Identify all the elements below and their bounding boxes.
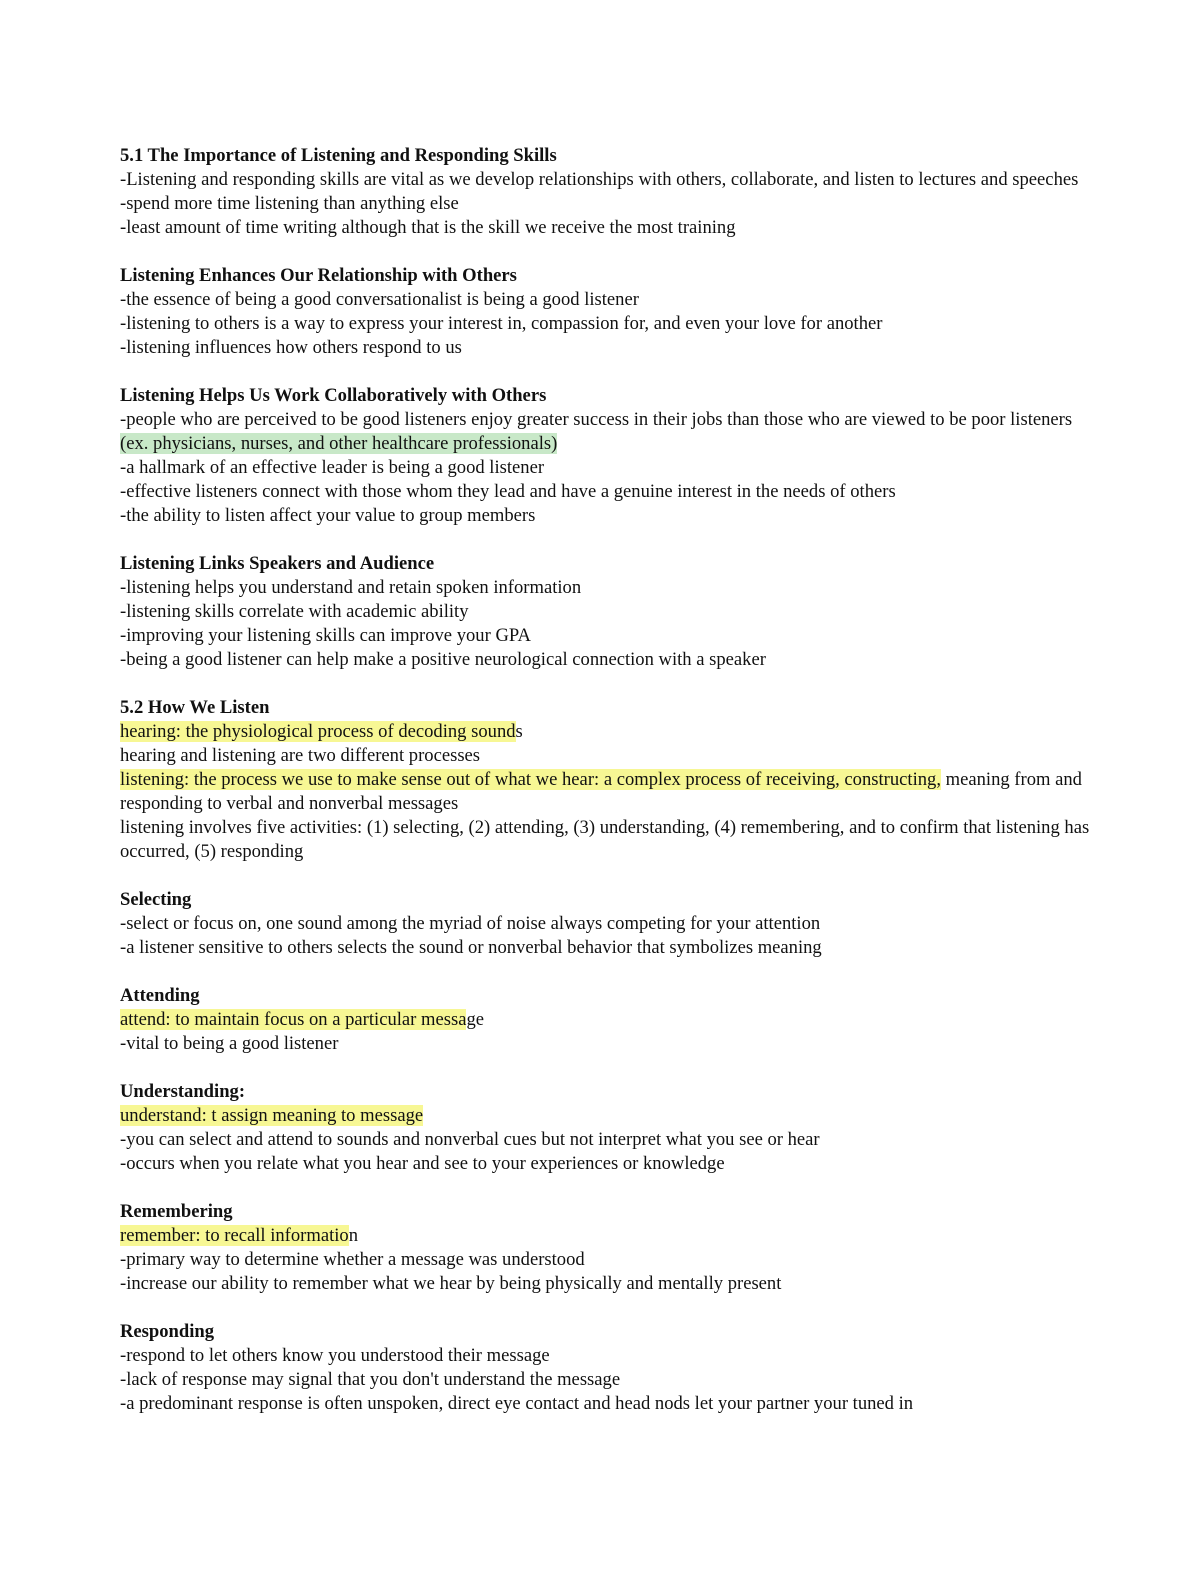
section-heading: Listening Enhances Our Relationship with Others [120,265,517,286]
line-text: -listening skills correlate with academic ability [120,601,469,622]
note-line [120,480,1090,504]
section-heading: 5.2 How We Listen [120,697,270,718]
line-text: -being a good listener can help make a positive neurological connection with a speaker [120,649,766,670]
line-text: s [515,721,523,742]
line-text: -select or focus on, one sound among the myriad of noise always competing for your attention [120,913,821,934]
note-line [120,1224,1090,1248]
note-section [120,1320,1090,1416]
note-line [120,336,1090,360]
note-section [120,144,1090,240]
note-line [120,456,1090,480]
note-line [120,912,1090,936]
note-line [120,168,1090,192]
note-line [120,216,1090,240]
note-section [120,1200,1090,1296]
line-text: -the essence of being a good conversationalist is being a good listener [120,289,639,310]
note-line [120,1152,1090,1176]
line-text: -vital to being a good listener [120,1033,339,1054]
note-section [120,264,1090,360]
line-text: -a predominant response is often unspoken, direct eye contact and head nods let your partner your tuned in [120,1393,914,1414]
line-text: -increase our ability to remember what we hear by being physically and mentally present [120,1273,782,1294]
highlighted-example: (ex. physicians, nurses, and other healthcare professionals) [120,433,558,454]
note-section [120,384,1090,528]
line-text: -a hallmark of an effective leader is being a good listener [120,457,545,478]
section-heading: Listening Helps Us Work Collaboratively with Others [120,385,547,406]
note-line [120,408,1090,456]
line-text: meaning from and responding to verbal and nonverbal messages [120,769,1082,814]
line-text: -listening helps you understand and retain spoken information [120,577,582,598]
section-heading: Listening Links Speakers and Audience [120,553,435,574]
note-line [120,1344,1090,1368]
note-line [120,288,1090,312]
line-text: -improving your listening skills can improve your GPA [120,625,531,646]
note-line [120,1272,1090,1296]
note-line [120,1104,1090,1128]
line-text: -Listening and responding skills are vital as we develop relationships with others, collaborate, and listen to lectures and speeches [120,169,1079,190]
section-heading: Attending [120,985,200,1006]
highlighted-definition: listening: the process we use to make sense out of what we hear: a complex process of receiving, constructing, [120,769,941,790]
note-line [120,936,1090,960]
line-text: -lack of response may signal that you don't understand the message [120,1369,621,1390]
highlighted-definition: hearing: the physiological process of decoding sound [120,721,516,742]
line-text: -people who are perceived to be good listeners enjoy greater success in their jobs than those who are viewed to be poor listeners [120,409,1073,430]
line-text: -a listener sensitive to others selects the sound or nonverbal behavior that symbolizes meaning [120,937,822,958]
note-line [120,744,1090,768]
note-line [120,624,1090,648]
line-text: -listening to others is a way to express your interest in, compassion for, and even your love for another [120,313,883,334]
line-text: -listening influences how others respond to us [120,337,462,358]
highlighted-definition: understand: t assign meaning to message [120,1105,424,1126]
note-line [120,768,1090,816]
highlighted-definition: attend: to maintain focus on a particular messa [120,1009,467,1030]
line-text: -respond to let others know you understood their message [120,1345,550,1366]
note-section [120,984,1090,1056]
line-text: -effective listeners connect with those whom they lead and have a genuine interest in the needs of others [120,481,896,502]
note-line [120,312,1090,336]
note-line [120,1008,1090,1032]
note-section [120,552,1090,672]
note-line [120,1248,1090,1272]
note-line [120,1368,1090,1392]
line-text: -the ability to listen affect your value to group members [120,505,536,526]
section-heading: Remembering [120,1201,233,1222]
line-text: n [348,1225,359,1246]
note-line [120,648,1090,672]
line-text: -spend more time listening than anything else [120,193,459,214]
note-line [120,720,1090,744]
note-line [120,816,1090,864]
document-page [120,144,1090,1416]
line-text: -occurs when you relate what you hear and see to your experiences or knowledge [120,1153,725,1174]
note-line [120,576,1090,600]
line-text: listening involves five activities: (1) selecting, (2) attending, (3) understanding, (4) remembering, and to confirm that listening has occurred, (5) responding [120,817,1090,862]
line-text: ge [466,1009,485,1030]
section-heading: Understanding: [120,1081,246,1102]
line-text: -least amount of time writing although that is the skill we receive the most training [120,217,736,238]
note-line [120,192,1090,216]
note-line [120,1128,1090,1152]
line-text: -primary way to determine whether a message was understood [120,1249,585,1270]
highlighted-definition: remember: to recall informatio [120,1225,349,1246]
line-text: hearing and listening are two different processes [120,745,481,766]
note-section [120,888,1090,960]
note-section [120,696,1090,864]
section-heading: Responding [120,1321,215,1342]
section-heading: Selecting [120,889,192,910]
note-line [120,504,1090,528]
section-heading: 5.1 The Importance of Listening and Responding Skills [120,145,557,166]
note-section [120,1080,1090,1176]
note-line [120,600,1090,624]
note-line [120,1392,1090,1416]
line-text: -you can select and attend to sounds and nonverbal cues but not interpret what you see or hear [120,1129,820,1150]
note-line [120,1032,1090,1056]
